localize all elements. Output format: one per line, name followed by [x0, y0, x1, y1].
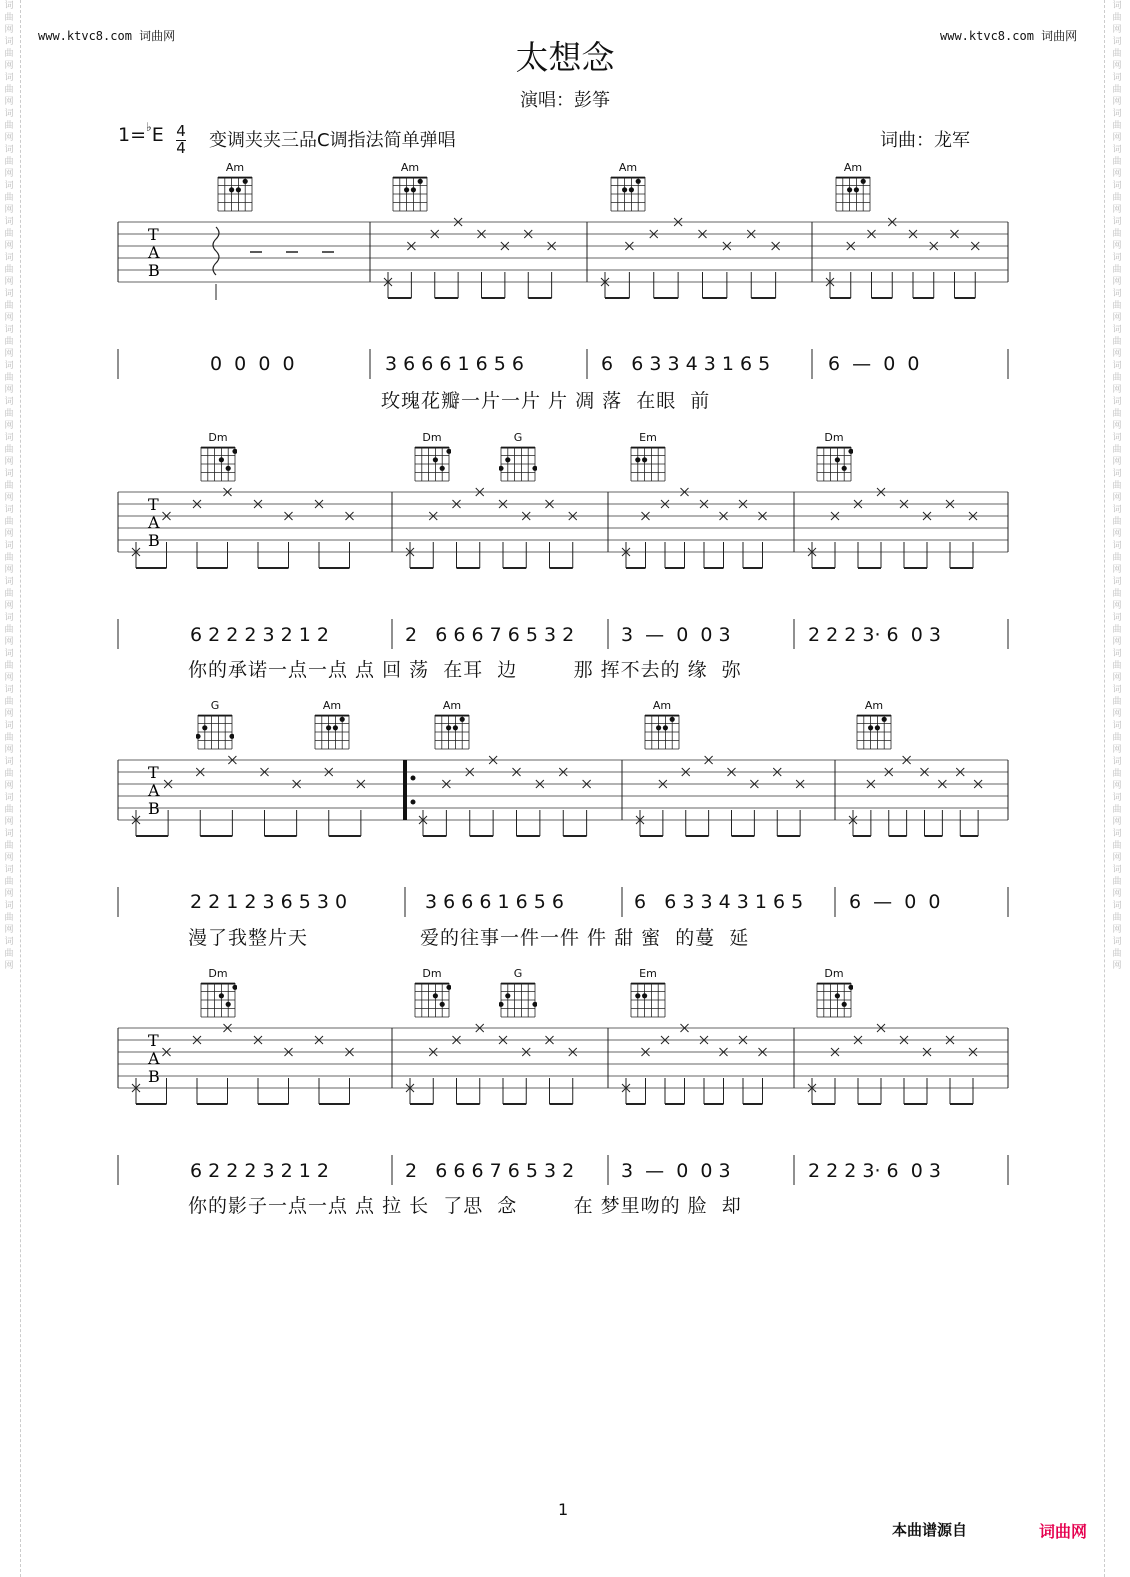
jianpu-measure: 3 — 0 0 3: [621, 624, 731, 646]
chord-grid: [629, 981, 667, 1019]
tab-clef-letter: T: [148, 225, 159, 244]
chord-grid: [413, 445, 451, 483]
chord-diagram: [193, 968, 243, 1019]
chord-name: Am: [843, 161, 863, 174]
chord-name: Em: [639, 431, 657, 444]
chord-grid: [643, 713, 681, 751]
composer: 词曲：龙军: [880, 130, 970, 151]
left-watermark-strip: 词曲网词曲网词曲网词曲网词曲网词曲网词曲网词曲网词曲网词曲网词曲网词曲网词曲网词曲网词曲网词曲网词曲网词曲网词曲网词曲网词曲网词曲网词曲网词曲网词曲网词曲网词曲网: [4, 1, 14, 971]
chord-diagram: [193, 432, 243, 483]
chord-name: Am: [225, 161, 245, 174]
chord-diagram: [407, 968, 457, 1019]
chord-name: Am: [400, 161, 420, 174]
singer: 演唱：彭筝: [520, 90, 610, 111]
chord-name: Dm: [208, 431, 228, 444]
chord-grid: [199, 981, 237, 1019]
chord-grid: [834, 175, 872, 213]
jianpu-measure: 0 0 0 0: [210, 353, 295, 375]
chord-name: Am: [618, 161, 638, 174]
chord-name: Am: [652, 699, 672, 712]
chord-diagram: [427, 700, 477, 751]
tab-clef-letter: A: [148, 243, 160, 262]
chord-grid: [609, 175, 647, 213]
chord-name: Dm: [208, 967, 228, 980]
site-header-right[interactable]: www.ktvc8.com 词曲网: [940, 29, 1078, 43]
chord-grid: [391, 175, 429, 213]
chord-name: Am: [864, 699, 884, 712]
jianpu-measure: 2 2 1 2 3 6 5 3 0: [190, 891, 348, 913]
lyrics-line: 玫瑰花瓣一片一片 片 凋 落 在眼 前: [381, 390, 711, 412]
tab-clef-letter: T: [148, 763, 159, 782]
right-watermark-strip: 词曲网词曲网词曲网词曲网词曲网词曲网词曲网词曲网词曲网词曲网词曲网词曲网词曲网词曲网词曲网词曲网词曲网词曲网词曲网词曲网词曲网词曲网词曲网词曲网词曲网词曲网词曲网: [1112, 1, 1122, 971]
chord-grid: [433, 713, 471, 751]
chord-name: Em: [639, 967, 657, 980]
chord-grid: [499, 981, 537, 1019]
source-site-link[interactable]: 词曲网: [1039, 1522, 1088, 1541]
jianpu-measure: 6 2 2 2 3 2 1 2: [190, 1160, 329, 1182]
jianpu-measure: 3 — 0 0 3: [621, 1160, 731, 1182]
lyrics-line: 漫了我整片天: [188, 927, 309, 949]
chord-diagram: [623, 432, 673, 483]
jianpu-measure: 2 2 2 3· 6 0 3: [808, 1160, 941, 1182]
jianpu-measure: 2 6 6 6 7 6 5 3 2: [405, 1160, 575, 1182]
tab-clef-letter: B: [148, 531, 160, 550]
jianpu-measure: 2 2 2 3· 6 0 3: [808, 624, 941, 646]
chord-diagram: [623, 968, 673, 1019]
chord-diagram: [307, 700, 357, 751]
lyrics-line: 你的影子一点一点 点 拉 长 了思 念 在 梦里吻的 脸 却: [188, 1195, 742, 1217]
chord-name: Dm: [824, 967, 844, 980]
chord-diagram: [407, 432, 457, 483]
lyrics-line: 爱的往事一件一件 件 甜 蜜 的蔓 延: [420, 927, 750, 949]
chord-grid: [499, 445, 537, 483]
chord-diagram: [828, 162, 878, 213]
chord-name: G: [513, 431, 523, 444]
chord-grid: [855, 713, 893, 751]
chord-diagram: [493, 432, 543, 483]
chord-grid: [815, 981, 853, 1019]
tab-clef-letter: A: [148, 513, 160, 532]
chord-diagram: [603, 162, 653, 213]
chord-diagram: [849, 700, 899, 751]
chord-name: Dm: [422, 967, 442, 980]
chord-name: Am: [322, 699, 342, 712]
jianpu-measure: 6 6 3 3 4 3 1 6 5: [601, 353, 771, 375]
capo-instruction: 变调夹夹三品C调指法简单弹唱: [209, 130, 456, 151]
jianpu-measure: 6 6 3 3 4 3 1 6 5: [634, 891, 804, 913]
chord-diagram: [493, 968, 543, 1019]
page-number: 1: [558, 1500, 569, 1519]
chord-grid: [629, 445, 667, 483]
chord-diagram: [809, 432, 859, 483]
tab-clef-letter: A: [148, 1049, 160, 1068]
chord-grid: [815, 445, 853, 483]
chord-name: G: [513, 967, 523, 980]
chord-diagram: [210, 162, 260, 213]
song-title: 太想念: [515, 38, 615, 77]
time-signature: 4 4: [176, 122, 186, 157]
chord-grid: [216, 175, 254, 213]
chord-grid: [413, 981, 451, 1019]
chord-grid: [196, 713, 234, 751]
tab-clef-letter: B: [148, 1067, 160, 1086]
chord-diagram: [190, 700, 240, 751]
tab-clef-letter: B: [148, 799, 160, 818]
chord-name: Dm: [824, 431, 844, 444]
chord-grid: [313, 713, 351, 751]
jianpu-measure: 6 2 2 2 3 2 1 2: [190, 624, 329, 646]
chord-name: Am: [442, 699, 462, 712]
repeat-dot: [411, 776, 416, 781]
chord-diagram: [385, 162, 435, 213]
tab-clef-letter: B: [148, 261, 160, 280]
chord-diagram: [809, 968, 859, 1019]
tab-clef-letter: T: [148, 495, 159, 514]
jianpu-measure: 3 6 6 6 1 6 5 6: [385, 353, 524, 375]
chord-name: G: [210, 699, 220, 712]
tab-clef-letter: T: [148, 1031, 159, 1050]
jianpu-measure: 6 — 0 0: [849, 891, 941, 913]
chord-name: Dm: [422, 431, 442, 444]
chord-diagram: [637, 700, 687, 751]
source-label: 本曲谱源自: [892, 1521, 968, 1539]
lyrics-line: 你的承诺一点一点 点 回 荡 在耳 边 那 挥不去的 缘 弥: [188, 659, 742, 681]
jianpu-measure: 3 6 6 6 1 6 5 6: [425, 891, 564, 913]
jianpu-measure: 6 — 0 0: [828, 353, 920, 375]
site-header-left[interactable]: www.ktvc8.com 词曲网: [38, 29, 176, 43]
chord-grid: [199, 445, 237, 483]
repeat-dot: [411, 800, 416, 805]
jianpu-measure: 2 6 6 6 7 6 5 3 2: [405, 624, 575, 646]
key-signature: 1=♭E: [118, 120, 164, 146]
tab-clef-letter: A: [148, 781, 160, 800]
